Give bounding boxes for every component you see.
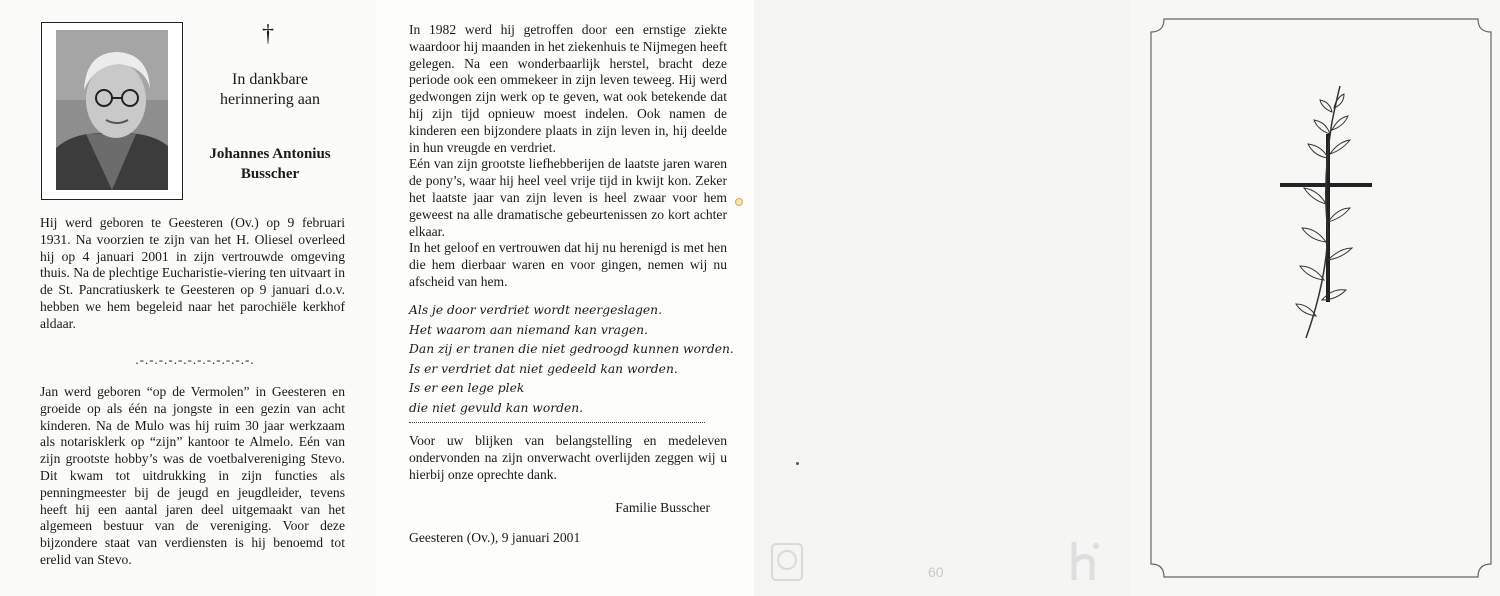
deceased-name — [190, 144, 350, 184]
dedication-line-2: herinnering aan — [220, 91, 320, 108]
first-names: Johannes Antonius — [209, 146, 331, 162]
dotted-divider: .-.-.-.-.-.-.-.-.-.-.-.-. — [135, 352, 255, 367]
portrait-photo — [56, 30, 168, 190]
card-panel-front-left — [0, 0, 376, 596]
printer-logo-emblem — [764, 538, 814, 586]
poem-line: Is er een lege plek — [409, 381, 525, 395]
poem-line: Het waarom aan niemand kan vragen. — [409, 322, 648, 337]
cross-symbol: † — [262, 21, 274, 47]
poem-line: die niet gevuld kan worden. — [409, 400, 584, 415]
print-number: 60 — [928, 564, 944, 580]
family-signature: Familie Busscher — [615, 500, 710, 515]
dotted-separator — [409, 422, 705, 423]
printer-logo-h — [1064, 538, 1114, 586]
place-and-date: Geesteren (Ov.), 9 januari 2001 — [409, 530, 581, 545]
biography-paragraph-2: Jan werd geboren “op de Vermolen” in Geesteren en groeide op als één na jongste in een gezin van acht kinderen. Na de Mulo was hij ruim 30 jaar werkzaam als notarisklerk op “zijn” kantoor te Almelo. Eén van zijn grootste hobby’s was de voetbalvereniging Stevo. Dit kwam tot uitdrukking in zijn functies als penningmeester bij de jeugd en jeugdleider, tevens heeft hij een aantal jaren deel uitgemaakt van het algemeen bestuur van de vereniging. Voor deze bijzondere staat van verdiensten is hij benoemd tot erelid van Stevo. — [40, 384, 345, 567]
poem-line: Dan zij er tranen die niet gedroogd kunnen worden. — [409, 342, 734, 356]
hobby-paragraph: Eén van zijn grootste liefhebberijen de laatste jaren waren de pony’s, waar hij heel veel vrije tijd in kwijt kon. Zeker het laatste jaar van zijn leven is heel zwaar voor hem geweest na alle dramatische gebeurtenissen zo kort achter elkaar. — [409, 156, 727, 239]
cross-with-branch-icon — [1270, 82, 1380, 344]
dedication-text — [200, 70, 340, 110]
biography-paragraph-1: Hij werd geboren te Geesteren (Ov.) op 9 februari 1931. Na voorzien te zijn van het H. Oliesel overleed hij op 4 januari 2001 in zijn vertrouwde omgeving thuis. Na de plechtige Eucharistie-viering ten uitvaart in de St. Pancratiuskerk te Geesteren op 9 januari d.o.v. hebben we hem begeleid naar het parochiële kerkhof aldaar. — [40, 215, 346, 331]
thanks-paragraph: Voor uw blijken van belangstelling en medeleven ondervonden na zijn onverwacht overlijden zeggen wij u hierbij onze oprechte dank. — [409, 433, 727, 482]
poem — [409, 301, 734, 418]
poem-line: Is er verdriet dat niet gedeeld kan worden. — [409, 361, 678, 376]
poem-line: Als je door verdriet wordt neergeslagen. — [409, 303, 662, 317]
card-panel-back-left — [754, 0, 1130, 596]
illness-paragraph: In 1982 werd hij getroffen door een ernstige ziekte waardoor hij maanden in het ziekenhuis te Nijmegen heeft gelegen. Na een wonderbaarlijk herstel, bracht deze periode ook een ommekeer in zijn leven teweeg. Hij werd gedwongen zijn werk op te geven, wat ook betekende dat hij zijn tijd opnieuw moest indelen. Ook namen de kinderen een bijzondere plaats in zijn leven in, hij deelde in hun vreugde en verdriet. — [409, 22, 727, 155]
surname: Busscher — [240, 166, 300, 182]
farewell-paragraph: In het geloof en vertrouwen dat hij nu herenigd is met hen die hem dierbaar waren en voor gingen, nemen wij nu afscheid van hem. — [409, 240, 727, 289]
biography-continued — [409, 22, 727, 291]
paper-speck — [796, 462, 799, 465]
dedication-line-1: In dankbare — [232, 71, 308, 88]
paper-stain — [735, 198, 743, 206]
portrait-frame — [41, 22, 183, 200]
